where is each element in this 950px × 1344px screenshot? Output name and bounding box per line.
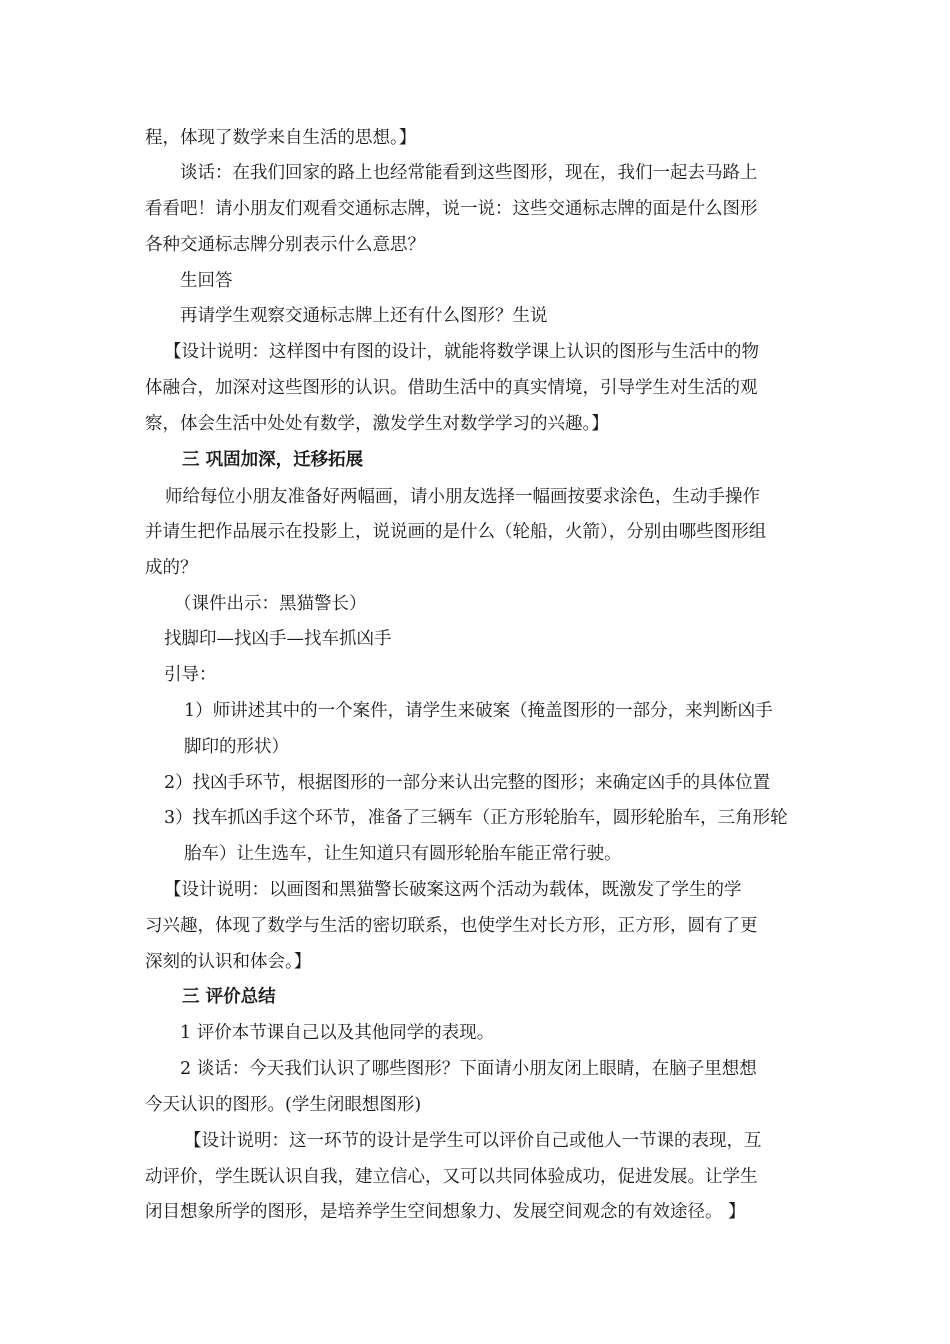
section-heading: 三 评价总结 [182,987,276,1007]
design-note-line: 【设计说明：以画图和黑猫警长破案这两个活动为载体，既激发了学生的学 [164,880,742,900]
paragraph-line: 师给每位小朋友准备好两幅画，请小朋友选择一幅画按要求涂色，生动手操作 [165,487,760,507]
paragraph-line: 引导： [164,665,217,685]
paragraph-line: （课件出示：黑猫警长） [174,594,367,614]
design-note-line: 察，体会生活中处处有数学，激发学生对数学学习的兴趣。】 [145,414,609,434]
list-item: 1）师讲述其中的一个案件，请学生来破案（掩盖图形的一部分，来判断凶手 [184,701,773,721]
paragraph-line: 1 评价本节课自己以及其他同学的表现。 [180,1023,495,1043]
paragraph-line: 成的？ [145,558,198,578]
design-note-line: 闭目想象所学的图形，是培养学生空间想象力、发展空间观念的有效途径。 】 [145,1202,746,1222]
paragraph-line: 程，体现了数学来自生活的思想。】 [145,128,417,148]
paragraph-line: 2 谈话：今天我们认识了哪些图形？下面请小朋友闭上眼睛，在脑子里想想 [180,1059,757,1079]
list-item-continued: 脚印的形状） [184,737,289,757]
paragraph-line: 再请学生观察交通标志牌上还有什么图形？生说 [180,306,548,326]
paragraph-line: 找脚印—找凶手—找车抓凶手 [164,629,392,649]
section-heading: 三 巩固加深，迁移拓展 [182,450,364,470]
design-note-line: 动评价，学生既认识自我，建立信心，又可以共同体验成功，促进发展。让学生 [145,1167,758,1187]
design-note-line: 习兴趣，体现了数学与生活的密切联系，也使学生对长方形，正方形，圆有了更 [145,916,758,936]
list-item: 3）找车抓凶手这个环节，准备了三辆车（正方形轮胎车，圆形轮胎车，三角形轮 [164,808,788,828]
paragraph-line: 生回答 [180,271,233,291]
paragraph-line: 并请生把作品展示在投影上，说说画的是什么（轮船，火箭），分别由哪些图形组 [145,522,767,542]
design-note-line: 深刻的认识和体会。】 [145,952,312,972]
paragraph-line: 看看吧！请小朋友们观看交通标志牌，说一说：这些交通标志牌的面是什么图形 [145,199,758,219]
design-note-line: 体融合，加深对这些图形的认识。借助生活中的真实情境，引导学生对生活的观 [145,378,758,398]
list-item-continued: 胎车）让生选车，让生知道只有圆形轮胎车能正常行驶。 [184,844,622,864]
paragraph-line: 各种交通标志牌分别表示什么意思？ [145,235,425,255]
list-item: 2）找凶手环节，根据图形的一部分来认出完整的图形；来确定凶手的具体位置 [164,773,771,793]
design-note-line: 【设计说明：这样图中有图的设计，就能将数学课上认识的图形与生活中的物 [164,342,759,362]
design-note-line: 【设计说明：这一环节的设计是学生可以评价自己或他人一节课的表现，互 [184,1131,762,1151]
paragraph-line: 谈话：在我们回家的路上也经常能看到这些图形，现在，我们一起去马路上 [180,163,758,183]
paragraph-line: 今天认识的图形。(学生闭眼想图形) [145,1095,422,1115]
